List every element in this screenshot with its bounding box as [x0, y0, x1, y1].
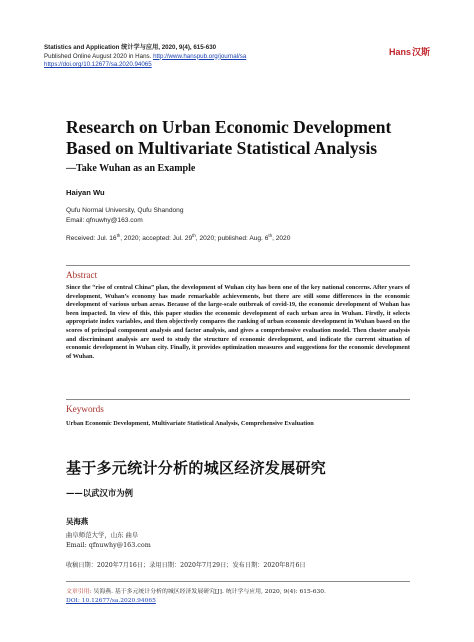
citation-line: [66, 588, 426, 597]
chinese-email: Email: qfnuwhy@163.com: [66, 541, 151, 549]
article-title: Research on Urban Economic Development Based on Multivariate Statistical Analysis: [66, 117, 392, 158]
citation-doi-link[interactable]: DOI: 10.12677/sa.2020.94065: [66, 597, 156, 604]
affiliation-text: Qufu Normal University, Qufu Shandong: [66, 207, 184, 214]
journal-url-link[interactable]: http://www.hanspub.org/journal/sa: [153, 52, 247, 60]
doi-link[interactable]: https://doi.org/10.12677/sa.2020.94065: [44, 61, 152, 69]
published-year: , 2020: [272, 235, 291, 242]
published-text: Published Online August 2020 in Hans.: [44, 52, 152, 60]
chinese-affiliation-text: 曲阜师范大学，山东 曲阜: [66, 531, 139, 539]
divider: [66, 581, 410, 582]
published-line: [44, 53, 434, 62]
doi-line: [44, 61, 434, 70]
accepted-sup: th: [192, 232, 196, 238]
hans-logo: [389, 45, 430, 58]
chinese-subtitle: ——以武汉市为例: [66, 488, 133, 498]
keywords-text: Urban Economic Development, Multivariate Statistical Analysis, Comprehensive Evaluation: [66, 420, 314, 427]
received-sup: th: [116, 232, 121, 238]
hans-logo-text: Hans: [388, 47, 411, 57]
author-affiliation: [66, 206, 184, 225]
journal-citation: 统计学与应用, 2020, 9(4), 615-630: [121, 44, 217, 51]
divider: [66, 399, 410, 400]
journal-name: Statistics and Application: [44, 44, 120, 51]
divider: [66, 265, 410, 266]
citation-text: 吴海燕. 基于多元统计分析的城区经济发展研究[J]. 统计学与应用, 2020, 9(4): 615-630.: [91, 589, 326, 595]
published-date: , 2020; published: Aug. 6: [195, 235, 269, 242]
chinese-title: 基于多元统计分析的城区经济发展研究: [66, 459, 327, 477]
abstract-text: Since the “rise of central China” plan, the development of Wuhan city has been one of the key national concerns. After years of development, Wuhan’s economy has made remarkable achievements, but there are still some differences in the economic development of various urban areas. Because of the large-scale outbreak of covid-19, the economic development of Wuhan has been impacted. In view of this, this paper studies the economic development of each urban area in Wuhan. Firstly, it selects appropriate index variables, and then objectively compares the ranking of urban economic development in Wuhan based on the scores of principal component analysis and factor analysis, and gives a comprehensive evaluation model. Then cluster analysis and discriminant analysis are used to study the structure of economic development, and indicate the current situation of economic development in Wuhan city. Finally, it provides optimization measures and suggestions for the economic development of Wuhan.: [66, 284, 410, 360]
citation-label: 文章引用:: [66, 589, 92, 595]
author-email: Email: qfnuwhy@163.com: [66, 216, 143, 224]
author-name: Haiyan Wu: [66, 188, 105, 197]
published-sup: th: [268, 232, 273, 238]
article-subtitle: —Take Wuhan as an Example: [66, 163, 196, 174]
keywords-heading: Keywords: [66, 404, 104, 414]
journal-header: [44, 44, 434, 70]
journal-line: [44, 44, 434, 53]
chinese-dates: 收稿日期：2020年7月16日；录用日期：2020年7月29日；发布日期：2020年8月6日: [66, 562, 306, 569]
received-date: Received: Jul. 16: [66, 235, 117, 242]
accepted-date: , 2020; accepted: Jul. 29: [120, 235, 193, 242]
citation-doi-line: [66, 597, 426, 606]
hans-logo-cn: 汉斯: [411, 47, 430, 57]
chinese-author: 吴海燕: [66, 517, 89, 526]
citation-block: [66, 588, 426, 605]
chinese-affiliation: [66, 530, 151, 550]
article-dates: [66, 232, 291, 242]
abstract-heading: Abstract: [66, 270, 98, 280]
